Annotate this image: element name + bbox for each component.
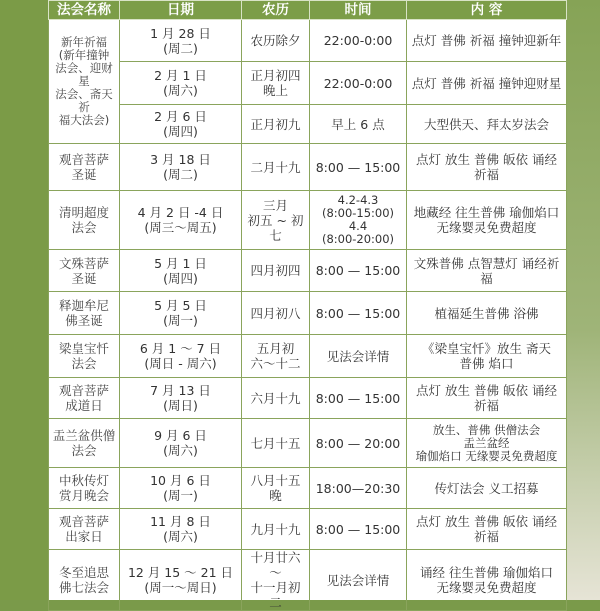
ceremony-content: 诵经 往生普佛 瑜伽焰口 无缘婴灵免费超度	[407, 550, 567, 611]
ceremony-name: 观音菩萨 出家日	[49, 509, 120, 550]
ceremony-content: 点灯 普佛 祈福 撞钟迎财星	[407, 62, 567, 105]
ceremony-content: 传灯法会 义工招募	[407, 468, 567, 509]
background-right	[566, 0, 600, 600]
header-lunar: 农历	[242, 1, 310, 20]
ceremony-date: 12 月 15 ～ 21 日 (周一～周日)	[120, 550, 242, 611]
ceremony-content: 植福延生普佛 浴佛	[407, 292, 567, 335]
header-time: 时间	[310, 1, 407, 20]
ceremony-lunar: 八月十五晚	[242, 468, 310, 509]
header-content: 内 容	[407, 1, 567, 20]
ceremony-content: 《梁皇宝忏》放生 斋天 普佛 焰口	[407, 335, 567, 378]
ceremony-lunar: 二月十九	[242, 144, 310, 191]
ceremony-time: 8:00 — 15:00	[310, 144, 407, 191]
ceremony-lunar: 十月廿六～ 十一月初二	[242, 550, 310, 611]
ceremony-name: 中秋传灯 赏月晚会	[49, 468, 120, 509]
table-row	[49, 335, 567, 378]
ceremony-content: 点灯 放生 普佛 皈依 诵经祈福	[407, 509, 567, 550]
ceremony-time: 22:00-0:00	[310, 62, 407, 105]
ceremony-content: 点灯 放生 普佛 皈依 诵经祈福	[407, 378, 567, 419]
ceremony-date: 3 月 18 日 (周二)	[120, 144, 242, 191]
ceremony-date: 2 月 1 日 (周六)	[120, 62, 242, 105]
ceremony-time: 8:00 — 15:00	[310, 378, 407, 419]
ceremony-name: 新年祈福 (新年撞钟 法会、迎财星 法会、斋天祈 福大法会)	[49, 20, 120, 144]
table-row	[49, 419, 567, 468]
ceremony-content: 大型供天、拜太岁法会	[407, 105, 567, 144]
ceremony-time: 见法会详情	[310, 550, 407, 611]
ceremony-date: 11 月 8 日 (周六)	[120, 509, 242, 550]
table-row	[49, 20, 567, 62]
ceremony-date: 5 月 5 日 (周一)	[120, 292, 242, 335]
background-left	[0, 0, 48, 600]
ceremony-date: 2 月 6 日 (周四)	[120, 105, 242, 144]
ceremony-name: 清明超度 法会	[49, 191, 120, 250]
ceremony-time: 早上 6 点	[310, 105, 407, 144]
ceremony-lunar: 三月 初五 ~ 初七	[242, 191, 310, 250]
ceremony-lunar: 四月初四	[242, 250, 310, 292]
header-row	[49, 1, 567, 20]
ceremony-date: 6 月 1 ～ 7 日 (周日 - 周六)	[120, 335, 242, 378]
ceremony-content: 放生、普佛 供僧法会 盂兰盆经 瑜伽焰口 无缘婴灵免费超度	[407, 419, 567, 468]
ceremony-name: 观音菩萨 圣诞	[49, 144, 120, 191]
table-row	[49, 105, 567, 144]
ceremony-name: 释迦牟尼 佛圣诞	[49, 292, 120, 335]
ceremony-content: 地藏经 往生普佛 瑜伽焰口 无缘婴灵免费超度	[407, 191, 567, 250]
table-row	[49, 550, 567, 611]
table-row	[49, 292, 567, 335]
ceremony-content: 点灯 普佛 祈福 撞钟迎新年	[407, 20, 567, 62]
ceremony-time: 8:00 — 15:00	[310, 250, 407, 292]
ceremony-schedule-table	[48, 0, 566, 610]
ceremony-lunar: 四月初八	[242, 292, 310, 335]
ceremony-lunar: 正月初九	[242, 105, 310, 144]
ceremony-name: 梁皇宝忏 法会	[49, 335, 120, 378]
table-row	[49, 191, 567, 250]
ceremony-name: 观音菩萨 成道日	[49, 378, 120, 419]
table-row	[49, 468, 567, 509]
ceremony-lunar: 正月初四 晚上	[242, 62, 310, 105]
ceremony-name: 冬至追思 佛七法会	[49, 550, 120, 611]
ceremony-name: 文殊菩萨 圣诞	[49, 250, 120, 292]
ceremony-date: 1 月 28 日 (周二)	[120, 20, 242, 62]
ceremony-lunar: 五月初 六～十二	[242, 335, 310, 378]
table-row	[49, 378, 567, 419]
table-row	[49, 509, 567, 550]
table-row	[49, 62, 567, 105]
ceremony-name: 盂兰盆供僧 法会	[49, 419, 120, 468]
ceremony-date: 5 月 1 日 (周四)	[120, 250, 242, 292]
ceremony-time: 4.2-4.3 (8:00-15:00) 4.4 (8:00-20:00)	[310, 191, 407, 250]
table-row	[49, 144, 567, 191]
ceremony-time: 8:00 — 15:00	[310, 292, 407, 335]
ceremony-lunar: 六月十九	[242, 378, 310, 419]
table-row	[49, 250, 567, 292]
ceremony-time: 22:00-0:00	[310, 20, 407, 62]
ceremony-content: 点灯 放生 普佛 皈依 诵经祈福	[407, 144, 567, 191]
ceremony-lunar: 七月十五	[242, 419, 310, 468]
header-name: 法会名称	[49, 1, 120, 20]
ceremony-time: 见法会详情	[310, 335, 407, 378]
ceremony-time: 8:00 — 15:00	[310, 509, 407, 550]
ceremony-lunar: 九月十九	[242, 509, 310, 550]
ceremony-lunar: 农历除夕	[242, 20, 310, 62]
ceremony-time: 18:00—20:30	[310, 468, 407, 509]
ceremony-content: 文殊普佛 点智慧灯 诵经祈福	[407, 250, 567, 292]
ceremony-date: 7 月 13 日 (周日)	[120, 378, 242, 419]
header-date: 日期	[120, 1, 242, 20]
ceremony-date: 10 月 6 日 (周一)	[120, 468, 242, 509]
ceremony-date: 9 月 6 日 (周六)	[120, 419, 242, 468]
ceremony-date: 4 月 2 日 -4 日 (周三～周五)	[120, 191, 242, 250]
ceremony-time: 8:00 — 20:00	[310, 419, 407, 468]
